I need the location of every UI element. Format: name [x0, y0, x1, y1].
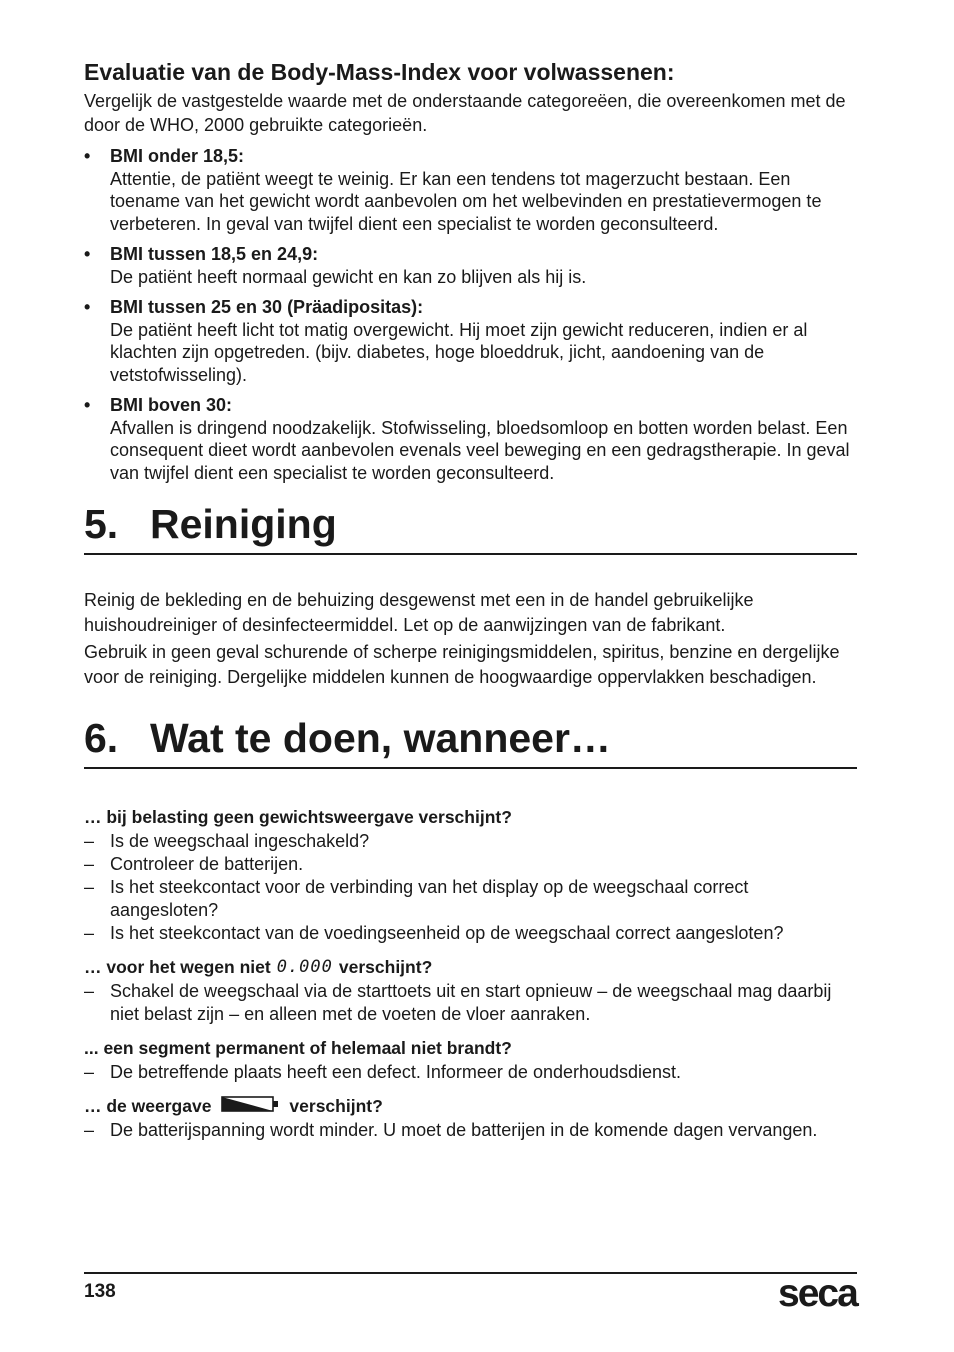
question-heading-post: verschijnt? — [289, 1096, 383, 1116]
question-group — [84, 955, 857, 1026]
answer-text: Controleer de batterijen. — [110, 854, 304, 874]
bmi-list — [84, 145, 857, 484]
answer-text: Is het steekcontact voor de verbinding van het display op de weegschaal correct aangesloten? — [110, 877, 749, 920]
list-item: – Is de weegschaal ingeschakeld? — [84, 830, 857, 853]
chapter-title: Reiniging — [150, 501, 337, 547]
bmi-item-text: De patiënt heeft licht tot matig overgewicht. Hij moet zijn gewicht reduceren, indien er al klachten zijn opgetreden. (bijv. diabetes, hoge bloeddruk, jicht, aandoening van de vetstofwisseling). — [110, 319, 808, 385]
bmi-item-text: De patiënt heeft normaal gewicht en kan zo blijven als hij is. — [110, 266, 587, 287]
question-heading: … bij belasting geen gewichtsweergave verschijnt? — [84, 807, 512, 827]
list-item: – Is het steekcontact voor de verbinding van het display op de weegschaal correct aangesloten? — [84, 876, 857, 922]
bmi-item-head: BMI onder 18,5: — [110, 146, 245, 166]
bmi-item-head: BMI boven 30: — [110, 395, 233, 415]
list-item: – De betreffende plaats heeft een defect. Informeer de onderhoudsdienst. — [84, 1061, 857, 1084]
chapter-6-heading — [84, 716, 857, 769]
list-item — [84, 394, 857, 484]
question-heading: ... een segment permanent of helemaal niet brandt? — [84, 1038, 512, 1058]
list-item: – Schakel de weegschaal via de starttoets uit en start opnieuw – de weegschaal mag daarbij niet belast zijn – en alleen met de voeten de vloer aanraken. — [84, 980, 857, 1026]
answer-text: Is het steekcontact van de voedingseenheid op de weegschaal correct aangesloten? — [110, 923, 784, 943]
bmi-item-head: BMI tussen 25 en 30 (Präadipositas): — [110, 297, 424, 317]
bmi-item-head: BMI tussen 18,5 en 24,9: — [110, 244, 319, 264]
bmi-title: Evaluatie van de Body-Mass-Index voor volwassenen: — [84, 59, 675, 85]
question-group — [84, 1036, 857, 1084]
paragraph: Gebruik in geen geval schurende of scherpe reinigingsmiddelen, spiritus, benzine en dergelijke voor de reiniging. Dergelijke middelen kunnen de hoogwaardige oppervlakken beschadigen. — [84, 642, 840, 687]
answer-text: Is de weegschaal ingeschakeld? — [110, 831, 370, 851]
bmi-item-text: Attentie, de patiënt weegt te weinig. Er kan een tendens tot magerzucht bestaan. Een toename van het gewicht wordt aanbevolen om het welbevinden en prestatievermogen te verbeteren. In geval van twijfel dient een specialist te worden geconsulteerd. — [110, 168, 822, 234]
list-item: – Controleer de batterijen. — [84, 853, 857, 876]
bullet-icon: • — [84, 395, 91, 415]
bullet-icon: • — [84, 146, 91, 166]
list-item — [84, 296, 857, 386]
footer-divider — [84, 1272, 857, 1274]
list-item — [84, 243, 857, 288]
chapter-5-heading — [84, 502, 857, 555]
list-item: – De batterijspanning wordt minder. U moet de batterijen in de komende dagen vervangen. — [84, 1119, 857, 1142]
paragraph: Reinig de bekleding en de behuizing desgewenst met een in de handel gebruikelijke huishoudreiniger of desinfecteermiddel. Let op de aanwijzingen van de fabrikant. — [84, 590, 754, 635]
page-number: 138 — [84, 1281, 116, 1302]
question-heading-pre: … de weergave — [84, 1096, 212, 1116]
bmi-intro: Vergelijk de vastgestelde waarde met de onderstaande categoreëen, die overeenkomen met de door de WHO, 2000 gebruikte categorieën. — [84, 91, 846, 135]
bmi-item-text: Afvallen is dringend noodzakelijk. Stofwisseling, bloedsomloop en botten worden belast. Een consequent dieet wordt aanbevolen evenals veel beweging en een gedragstherapie. In geval van twijfel dient een specialist te worden geconsulteerd. — [110, 417, 850, 483]
chapter-number: 5. — [84, 501, 119, 547]
bullet-icon: • — [84, 244, 91, 264]
question-heading — [84, 1094, 857, 1118]
seca-logo: seca — [778, 1272, 857, 1315]
cleaning-section — [84, 588, 857, 690]
question-group — [84, 1094, 857, 1142]
chapter-title: Wat te doen, wanneer… — [150, 715, 611, 761]
question-heading-post: verschijnt? — [338, 957, 433, 977]
list-item — [84, 145, 857, 235]
chapter-number: 6. — [84, 715, 119, 761]
answer-text: De batterijspanning wordt minder. U moet de batterijen in de komende dagen vervangen. — [110, 1120, 818, 1140]
troubleshooting-section — [84, 805, 857, 1142]
answer-text: De betreffende plaats heeft een defect. Informeer de onderhoudsdienst. — [110, 1062, 682, 1082]
bullet-icon: • — [84, 297, 91, 317]
page-content — [84, 58, 857, 1152]
battery-low-icon — [221, 1094, 279, 1118]
list-item: – Is het steekcontact van de voedingseenheid op de weegschaal correct aangesloten? — [84, 922, 857, 945]
question-group — [84, 805, 857, 945]
display-reading: 0.000 — [276, 957, 333, 977]
question-heading-pre: … voor het wegen niet — [84, 957, 271, 977]
question-heading — [84, 955, 857, 979]
answer-text: Schakel de weegschaal via de starttoets uit en start opnieuw – de weegschaal mag daarbij niet belast zijn – en alleen met de voeten de vloer aanraken. — [110, 981, 832, 1024]
